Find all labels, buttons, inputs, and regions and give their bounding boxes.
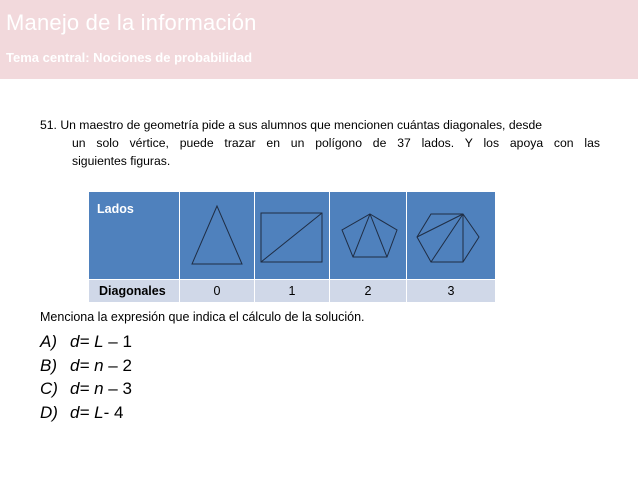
polygon-table — [88, 191, 496, 303]
option-variable: n — [94, 379, 104, 398]
hexagon-icon — [407, 192, 495, 274]
option-c[interactable] — [40, 377, 132, 401]
sides-label: Lados — [89, 192, 180, 280]
square-icon — [255, 192, 329, 274]
option-prefix: d= — [70, 332, 95, 351]
option-variable: L — [94, 402, 104, 422]
square-cell — [255, 192, 330, 280]
question-line-1: 51. Un maestro de geometría pide a sus alumnos que mencionen cuántas diagonales, desde — [40, 118, 543, 132]
slide-header — [0, 0, 638, 79]
option-prefix: d= — [70, 379, 95, 398]
diagonal-value: 2 — [330, 280, 407, 303]
option-prefix: d= — [70, 402, 95, 422]
option-d[interactable] — [40, 401, 132, 425]
option-rest: – 3 — [103, 379, 132, 398]
diagonals-label: Diagonales — [89, 280, 180, 303]
slide-subtitle: Tema central: Nociones de probabilidad — [6, 50, 253, 65]
answer-options — [40, 330, 132, 424]
triangle-cell — [180, 192, 255, 280]
option-b[interactable] — [40, 354, 132, 378]
option-rest: - 4 — [103, 402, 124, 422]
option-variable: L — [94, 332, 104, 351]
option-letter: A) — [40, 332, 57, 351]
question-line-2: un solo vértice, puede trazar en un polígono de 37 lados. Y los apoya con las — [72, 136, 600, 150]
option-letter: D) — [40, 402, 58, 422]
option-a[interactable] — [40, 330, 132, 354]
diagonal-value: 1 — [255, 280, 330, 303]
diagonal-value: 3 — [407, 280, 496, 303]
slide-title: Manejo de la información — [6, 10, 257, 35]
question-text — [40, 116, 600, 170]
option-prefix: d= — [70, 355, 95, 375]
question-line-3: siguientes figuras. — [72, 154, 171, 168]
triangle-icon — [180, 192, 254, 274]
option-letter: B) — [40, 355, 57, 375]
pentagon-icon — [330, 192, 406, 274]
diagonal-value: 0 — [180, 280, 255, 303]
instruction-text: Menciona la expresión que indica el cálculo de la solución. — [40, 310, 365, 324]
option-rest: – 2 — [103, 355, 132, 375]
option-variable: n — [94, 355, 104, 375]
option-rest: – 1 — [103, 332, 132, 351]
option-letter: C) — [40, 379, 58, 398]
hexagon-cell — [407, 192, 496, 280]
pentagon-cell — [330, 192, 407, 280]
